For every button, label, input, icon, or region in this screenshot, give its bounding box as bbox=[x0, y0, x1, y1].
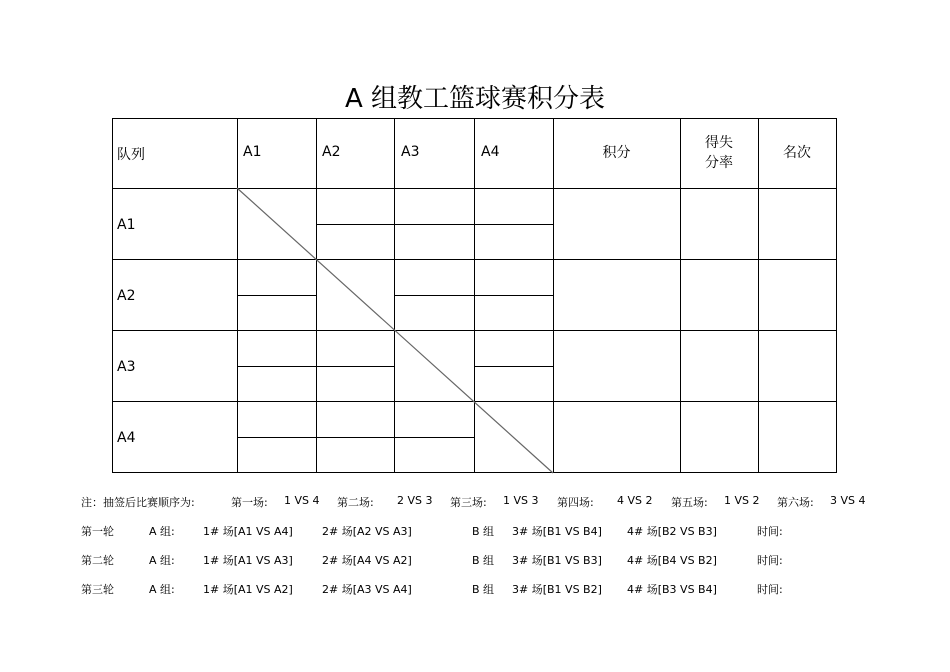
column-header-a3: A3 bbox=[401, 144, 420, 160]
round-2-b-court-3: 3# 场[B1 VS B3] bbox=[512, 554, 602, 567]
game-6-label: 第六场: bbox=[777, 496, 814, 509]
game-2-label: 第二场: bbox=[337, 496, 374, 509]
round-2-group-a: A 组: bbox=[149, 554, 175, 567]
round-3-a-court-1: 1# 场[A1 VS A2] bbox=[203, 583, 293, 596]
ratio-header-line2: 分率 bbox=[705, 155, 733, 171]
round-3-time: 时间: bbox=[757, 583, 783, 596]
game-4-match: 4 VS 2 bbox=[617, 494, 653, 507]
game-3-label: 第三场: bbox=[450, 496, 487, 509]
corner-header: 队列 bbox=[117, 147, 145, 163]
round-1-group-a: A 组: bbox=[149, 525, 175, 538]
round-3-a-court-2: 2# 场[A3 VS A4] bbox=[322, 583, 412, 596]
game-4-label: 第四场: bbox=[557, 496, 594, 509]
round-1-group-b: B 组 bbox=[472, 525, 495, 538]
note-prefix: 注：抽签后比赛顺序为: bbox=[81, 496, 195, 509]
game-5-label: 第五场: bbox=[671, 496, 708, 509]
points-header: 积分 bbox=[602, 145, 631, 161]
column-header-a4: A4 bbox=[481, 144, 500, 160]
game-1-match: 1 VS 4 bbox=[284, 494, 320, 507]
game-5-match: 1 VS 2 bbox=[724, 494, 760, 507]
game-1-label: 第一场: bbox=[231, 496, 268, 509]
game-6-match: 3 VS 4 bbox=[830, 494, 866, 507]
column-header-a2: A2 bbox=[322, 144, 341, 160]
round-1-b-court-4: 4# 场[B2 VS B3] bbox=[627, 525, 717, 538]
round-3-b-court-3: 3# 场[B1 VS B2] bbox=[512, 583, 602, 596]
round-2-time: 时间: bbox=[757, 554, 783, 567]
round-1-b-court-3: 3# 场[B1 VS B4] bbox=[512, 525, 602, 538]
round-3-group-a: A 组: bbox=[149, 583, 175, 596]
round-3-group-b: B 组 bbox=[472, 583, 495, 596]
column-header-a1: A1 bbox=[243, 144, 262, 160]
game-2-match: 2 VS 3 bbox=[397, 494, 433, 507]
round-2-b-court-4: 4# 场[B4 VS B2] bbox=[627, 554, 717, 567]
round-2-group-b: B 组 bbox=[472, 554, 495, 567]
row-label-a2: A2 bbox=[117, 288, 136, 304]
round-1-time: 时间: bbox=[757, 525, 783, 538]
round-2-label: 第二轮 bbox=[81, 554, 114, 567]
ratio-header-line1: 得失 bbox=[705, 135, 733, 151]
round-1-label: 第一轮 bbox=[81, 525, 114, 538]
round-1-a-court-1: 1# 场[A1 VS A4] bbox=[203, 525, 293, 538]
round-3-label: 第三轮 bbox=[81, 583, 114, 596]
rank-header: 名次 bbox=[783, 145, 811, 161]
row-label-a1: A1 bbox=[117, 217, 136, 233]
round-2-a-court-2: 2# 场[A4 VS A2] bbox=[322, 554, 412, 567]
round-3-b-court-4: 4# 场[B3 VS B4] bbox=[627, 583, 717, 596]
round-1-a-court-2: 2# 场[A2 VS A3] bbox=[322, 525, 412, 538]
row-label-a4: A4 bbox=[117, 430, 136, 446]
game-3-match: 1 VS 3 bbox=[503, 494, 539, 507]
page-title: A 组教工篮球赛积分表 bbox=[344, 84, 606, 114]
row-label-a3: A3 bbox=[117, 359, 136, 375]
round-2-a-court-1: 1# 场[A1 VS A3] bbox=[203, 554, 293, 567]
